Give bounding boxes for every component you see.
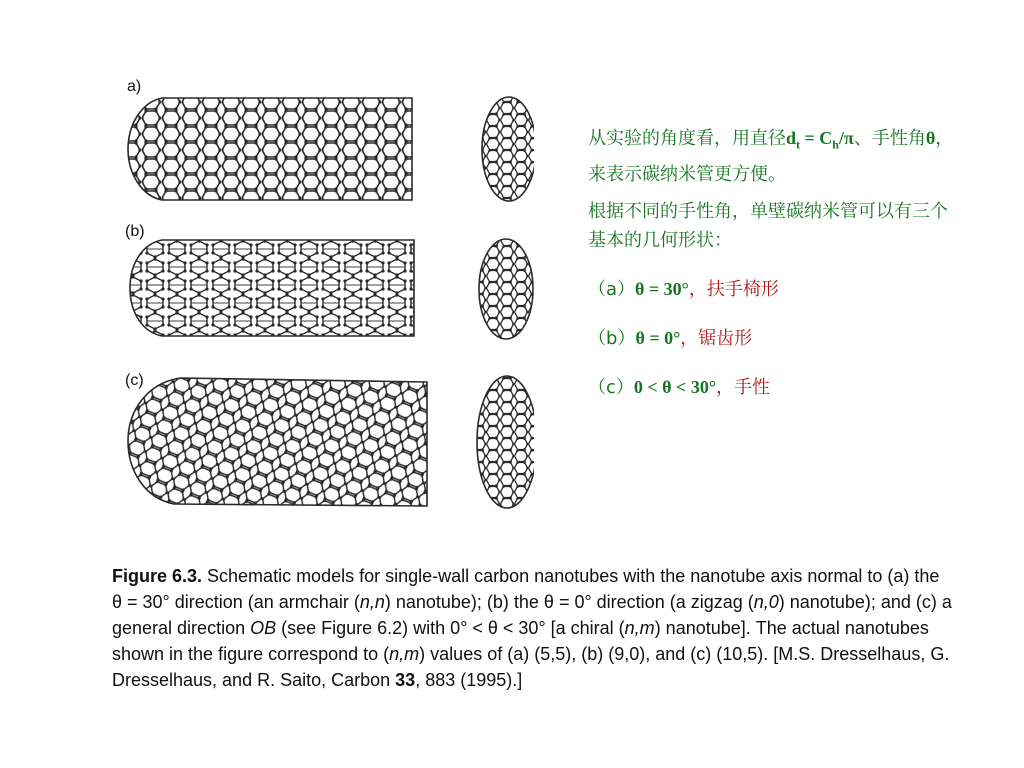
caption-label: Figure 6.3. xyxy=(112,566,203,586)
bullet-zigzag xyxy=(588,324,958,353)
intro-text-2: 、手性角 xyxy=(853,128,926,149)
ch-subscript: h xyxy=(832,137,839,152)
bullet-label: （b） xyxy=(588,327,636,349)
panel-label-b: (b) xyxy=(125,223,145,240)
caption-text: Schematic models for single-wall carbon nanotubes with the nanotube axis normal to (a) the θ = 30° direction (an armchair ( xyxy=(112,566,940,612)
nanotube-illustration xyxy=(122,78,534,514)
right-text-block xyxy=(588,124,958,422)
bullet-chiral xyxy=(588,373,958,402)
caption-volume: 33 xyxy=(395,670,416,690)
caption-italic: n,m xyxy=(389,644,420,664)
nanotube-figure xyxy=(122,78,534,514)
caption-italic: n,m xyxy=(624,618,655,638)
caption-text: ) nanotube]. The actual nanotubes shown in the figure correspond to ( xyxy=(112,618,929,664)
diameter-subscript: t xyxy=(796,137,801,152)
bullet-armchair xyxy=(588,275,958,304)
bullet-math: θ = 0° xyxy=(635,327,681,348)
intro-paragraph xyxy=(588,124,958,189)
armchair-tube xyxy=(128,97,534,201)
shapes-paragraph: 根据不同的手性角，单壁碳纳米管可以有三个基本的几何形状： xyxy=(588,200,948,251)
caption-italic: n,n xyxy=(359,592,385,612)
theta-symbol: θ xyxy=(925,128,936,148)
panel-label-a: a) xyxy=(127,78,142,95)
caption-text: ) values of (a) (5,5), (b) (9,0), and (c) (10,5). [M.S. Dresselhaus, G. Dresselhaus, and R. Saito, Carbon xyxy=(112,644,950,690)
diameter-symbol: d xyxy=(786,128,797,148)
intro-text-3: ，来表示碳纳米管更方便。 xyxy=(588,128,954,185)
bullet-label: （c） xyxy=(588,376,634,398)
caption-italic: OB xyxy=(250,618,277,638)
bullet-text: ，手性 xyxy=(716,376,771,398)
chiral-tube xyxy=(128,376,534,508)
intro-text-1: 从实验的角度看，用直径 xyxy=(588,128,786,149)
caption-text: ) nanotube); (b) the θ = 0° direction (a zigzag ( xyxy=(384,592,754,612)
equals-c: = C xyxy=(800,128,833,148)
zigzag-tube xyxy=(130,239,533,339)
panel-label-c: (c) xyxy=(125,372,144,389)
bullet-text: ，锯齿形 xyxy=(680,327,753,349)
caption-italic: n,0 xyxy=(753,592,779,612)
caption-text: (see Figure 6.2) with 0° < θ < 30° [a chiral ( xyxy=(276,618,625,638)
bullet-math: θ = 30° xyxy=(635,278,689,299)
caption-text: ) nanotube); and (c) a general direction xyxy=(112,592,952,638)
bullet-math: 0 < θ < 30° xyxy=(633,376,717,397)
bullet-text: ，扶手椅形 xyxy=(688,278,779,300)
pi-symbol: /π xyxy=(838,128,854,148)
figure-caption xyxy=(112,563,952,693)
caption-text: , 883 (1995).] xyxy=(415,670,523,690)
bullet-label: （a） xyxy=(588,278,636,300)
